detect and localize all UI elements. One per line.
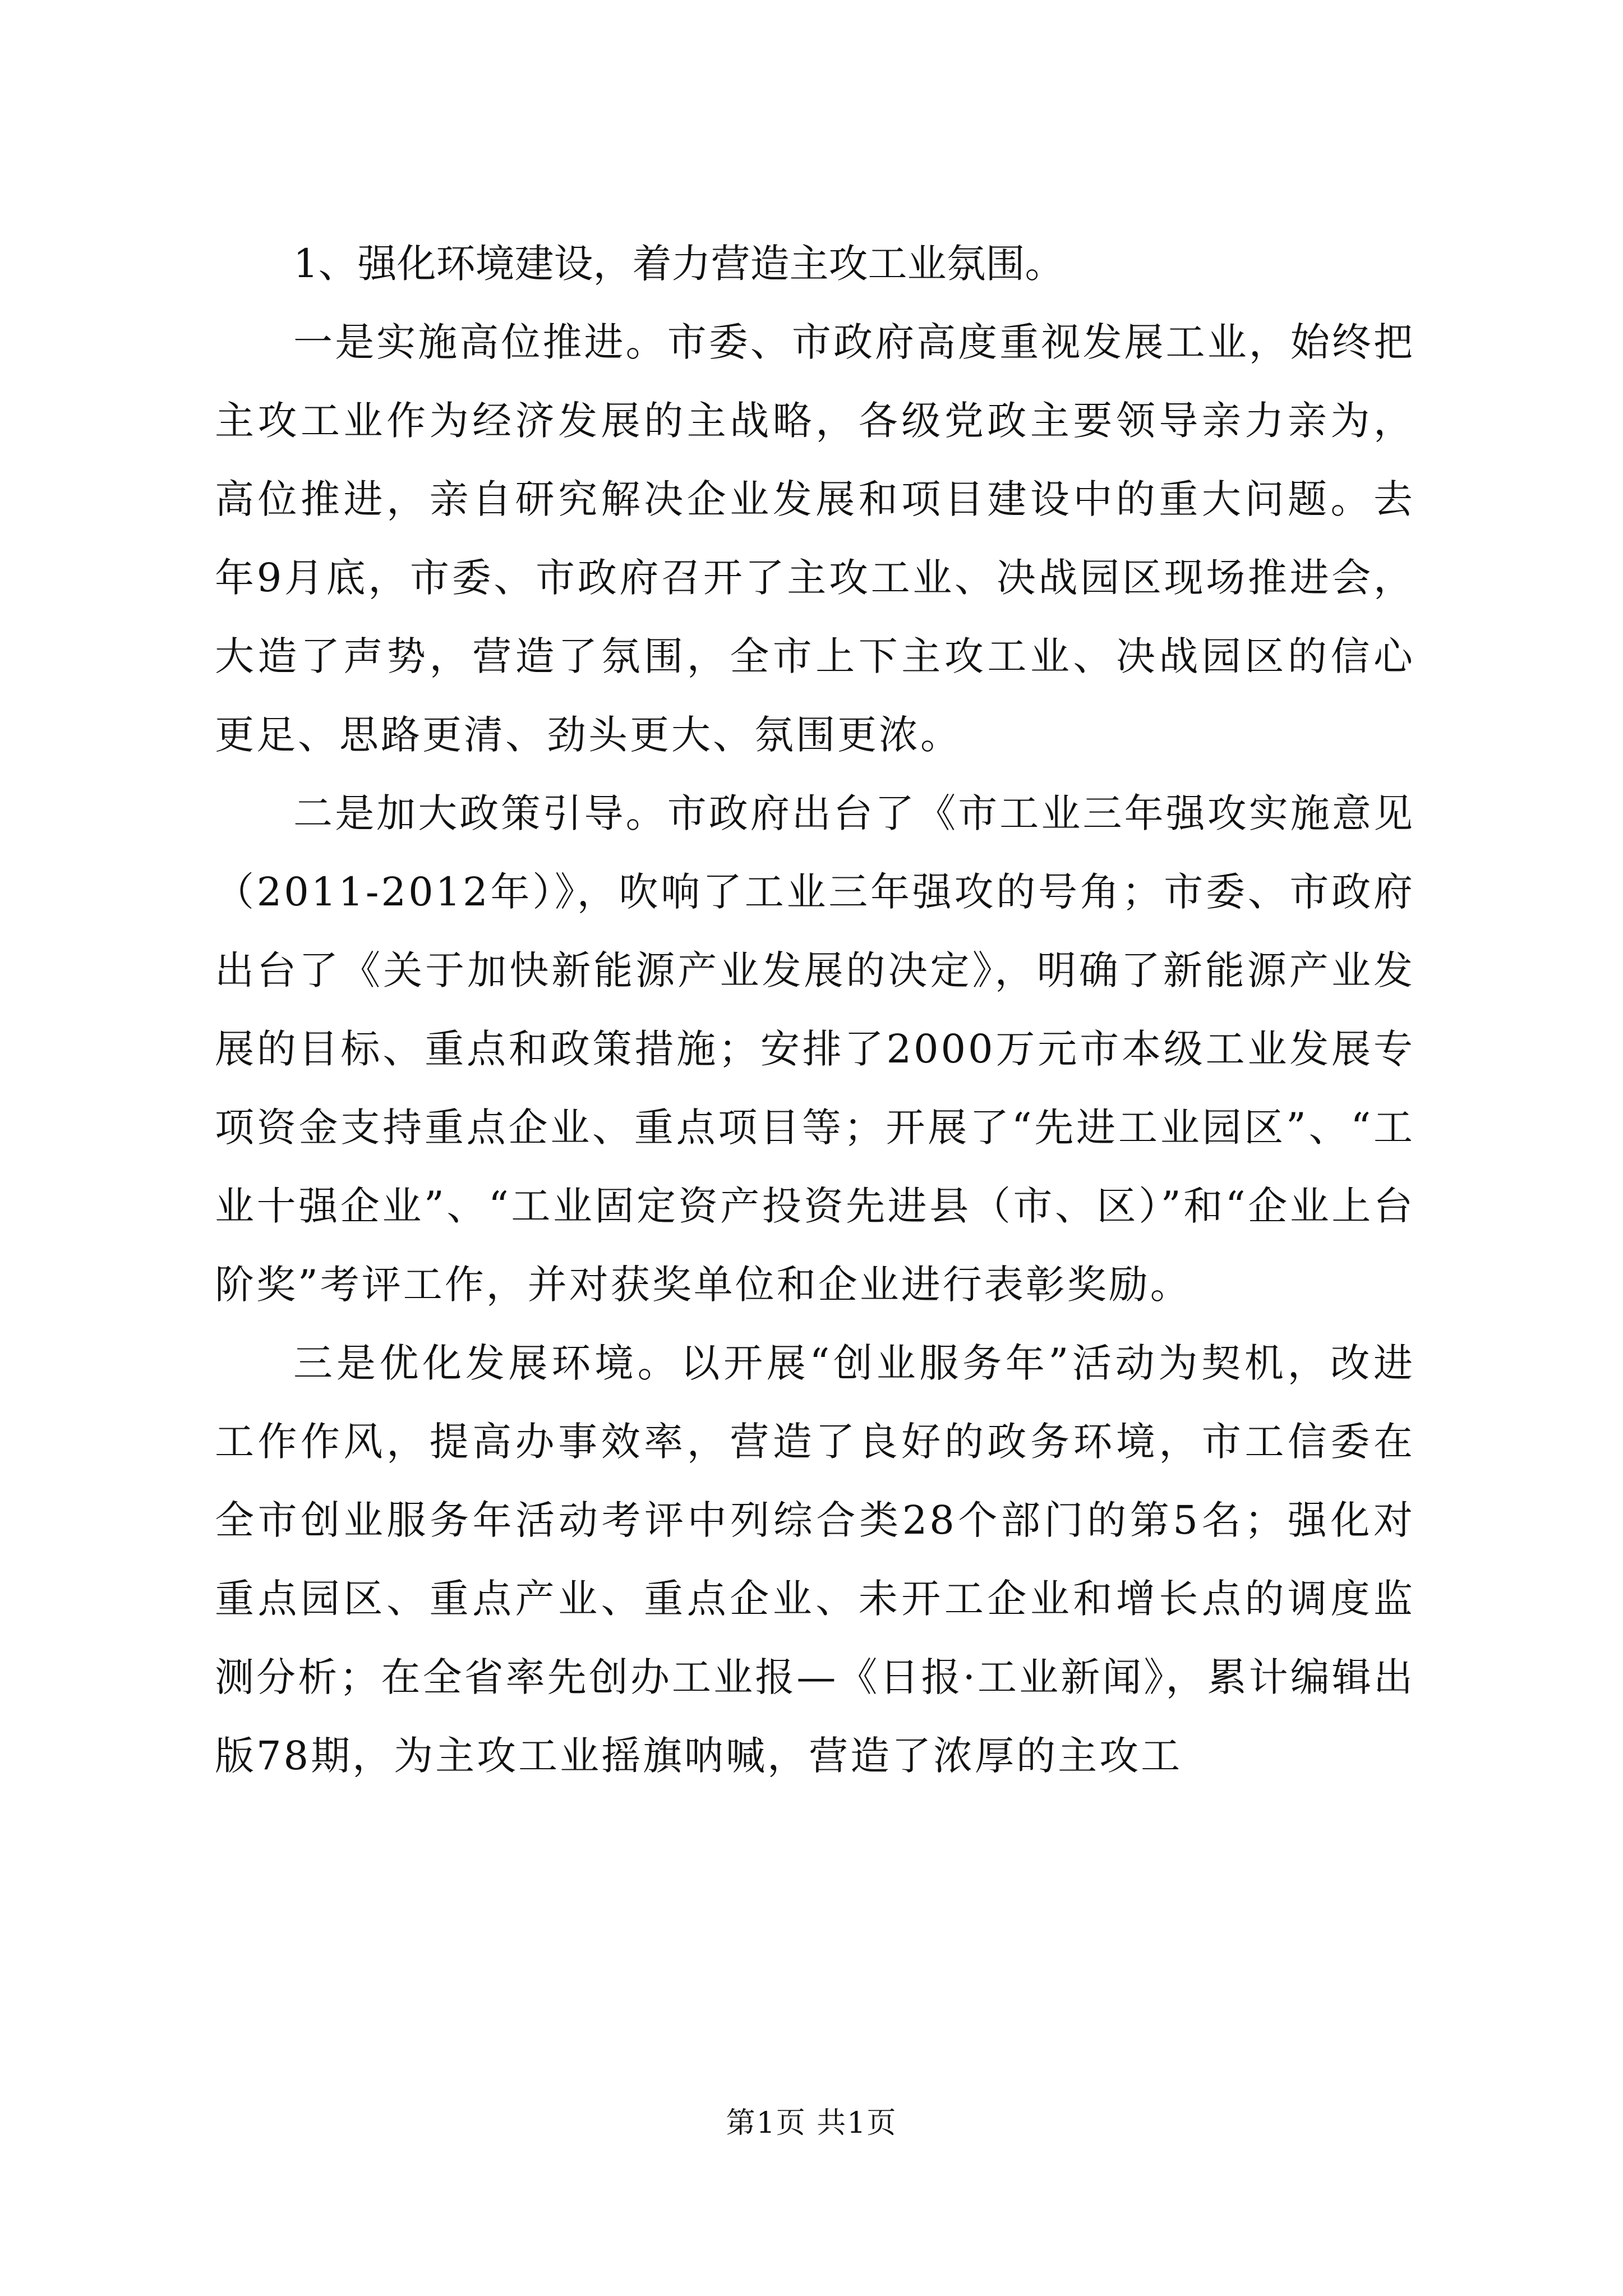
paragraph-1: 一是实施高位推进。市委、市政府高度重视发展工业，始终把主攻工业作为经济发展的主战略，各级党政主要领导亲力亲为，高位推进，亲自研究解决企业发展和项目建设中的重大问题。去年9月底，市委、市政府召开了主攻工业、决战园区现场推进会，大造了声势，营造了氛围，全市上下主攻工业、决战园区的信心更足、思路更清、劲头更大、氛围更浓。 — [215, 319, 1415, 758]
document-body — [215, 224, 1415, 1795]
page-footer: 第1页 共1页 — [726, 2106, 897, 2140]
paragraph-3: 三是优化发展环境。以开展“创业服务年”活动为契机，改进工作作风，提高办事效率，营造了良好的政务环境，市工信委在全市创业服务年活动考评中列综合类28个部门的第5名；强化对重点园区、重点产业、重点企业、未开工企业和增长点的调度监测分析；在全省率先创办工业报—《日报·工业新闻》，累计编辑出版78期，为主攻工业摇旗呐喊，营造了浓厚的主攻工 — [215, 1340, 1415, 1779]
section-heading: 1、强化环境建设，着力营造主攻工业氛围。 — [293, 241, 1064, 287]
paragraph-2: 二是加大政策引导。市政府出台了《市工业三年强攻实施意见（2011-2012年）》，吹响了工业三年强攻的号角；市委、市政府出台了《关于加快新能源产业发展的决定》，明确了新能源产业发展的目标、重点和政策措施；安排了2000万元市本级工业发展专项资金支持重点企业、重点项目等；开展了“先进工业园区”、“工业十强企业”、“工业固定资产投资先进县（市、区）”和“企业上台阶奖”考评工作，并对获奖单位和企业进行表彰奖励。 — [215, 790, 1415, 1308]
